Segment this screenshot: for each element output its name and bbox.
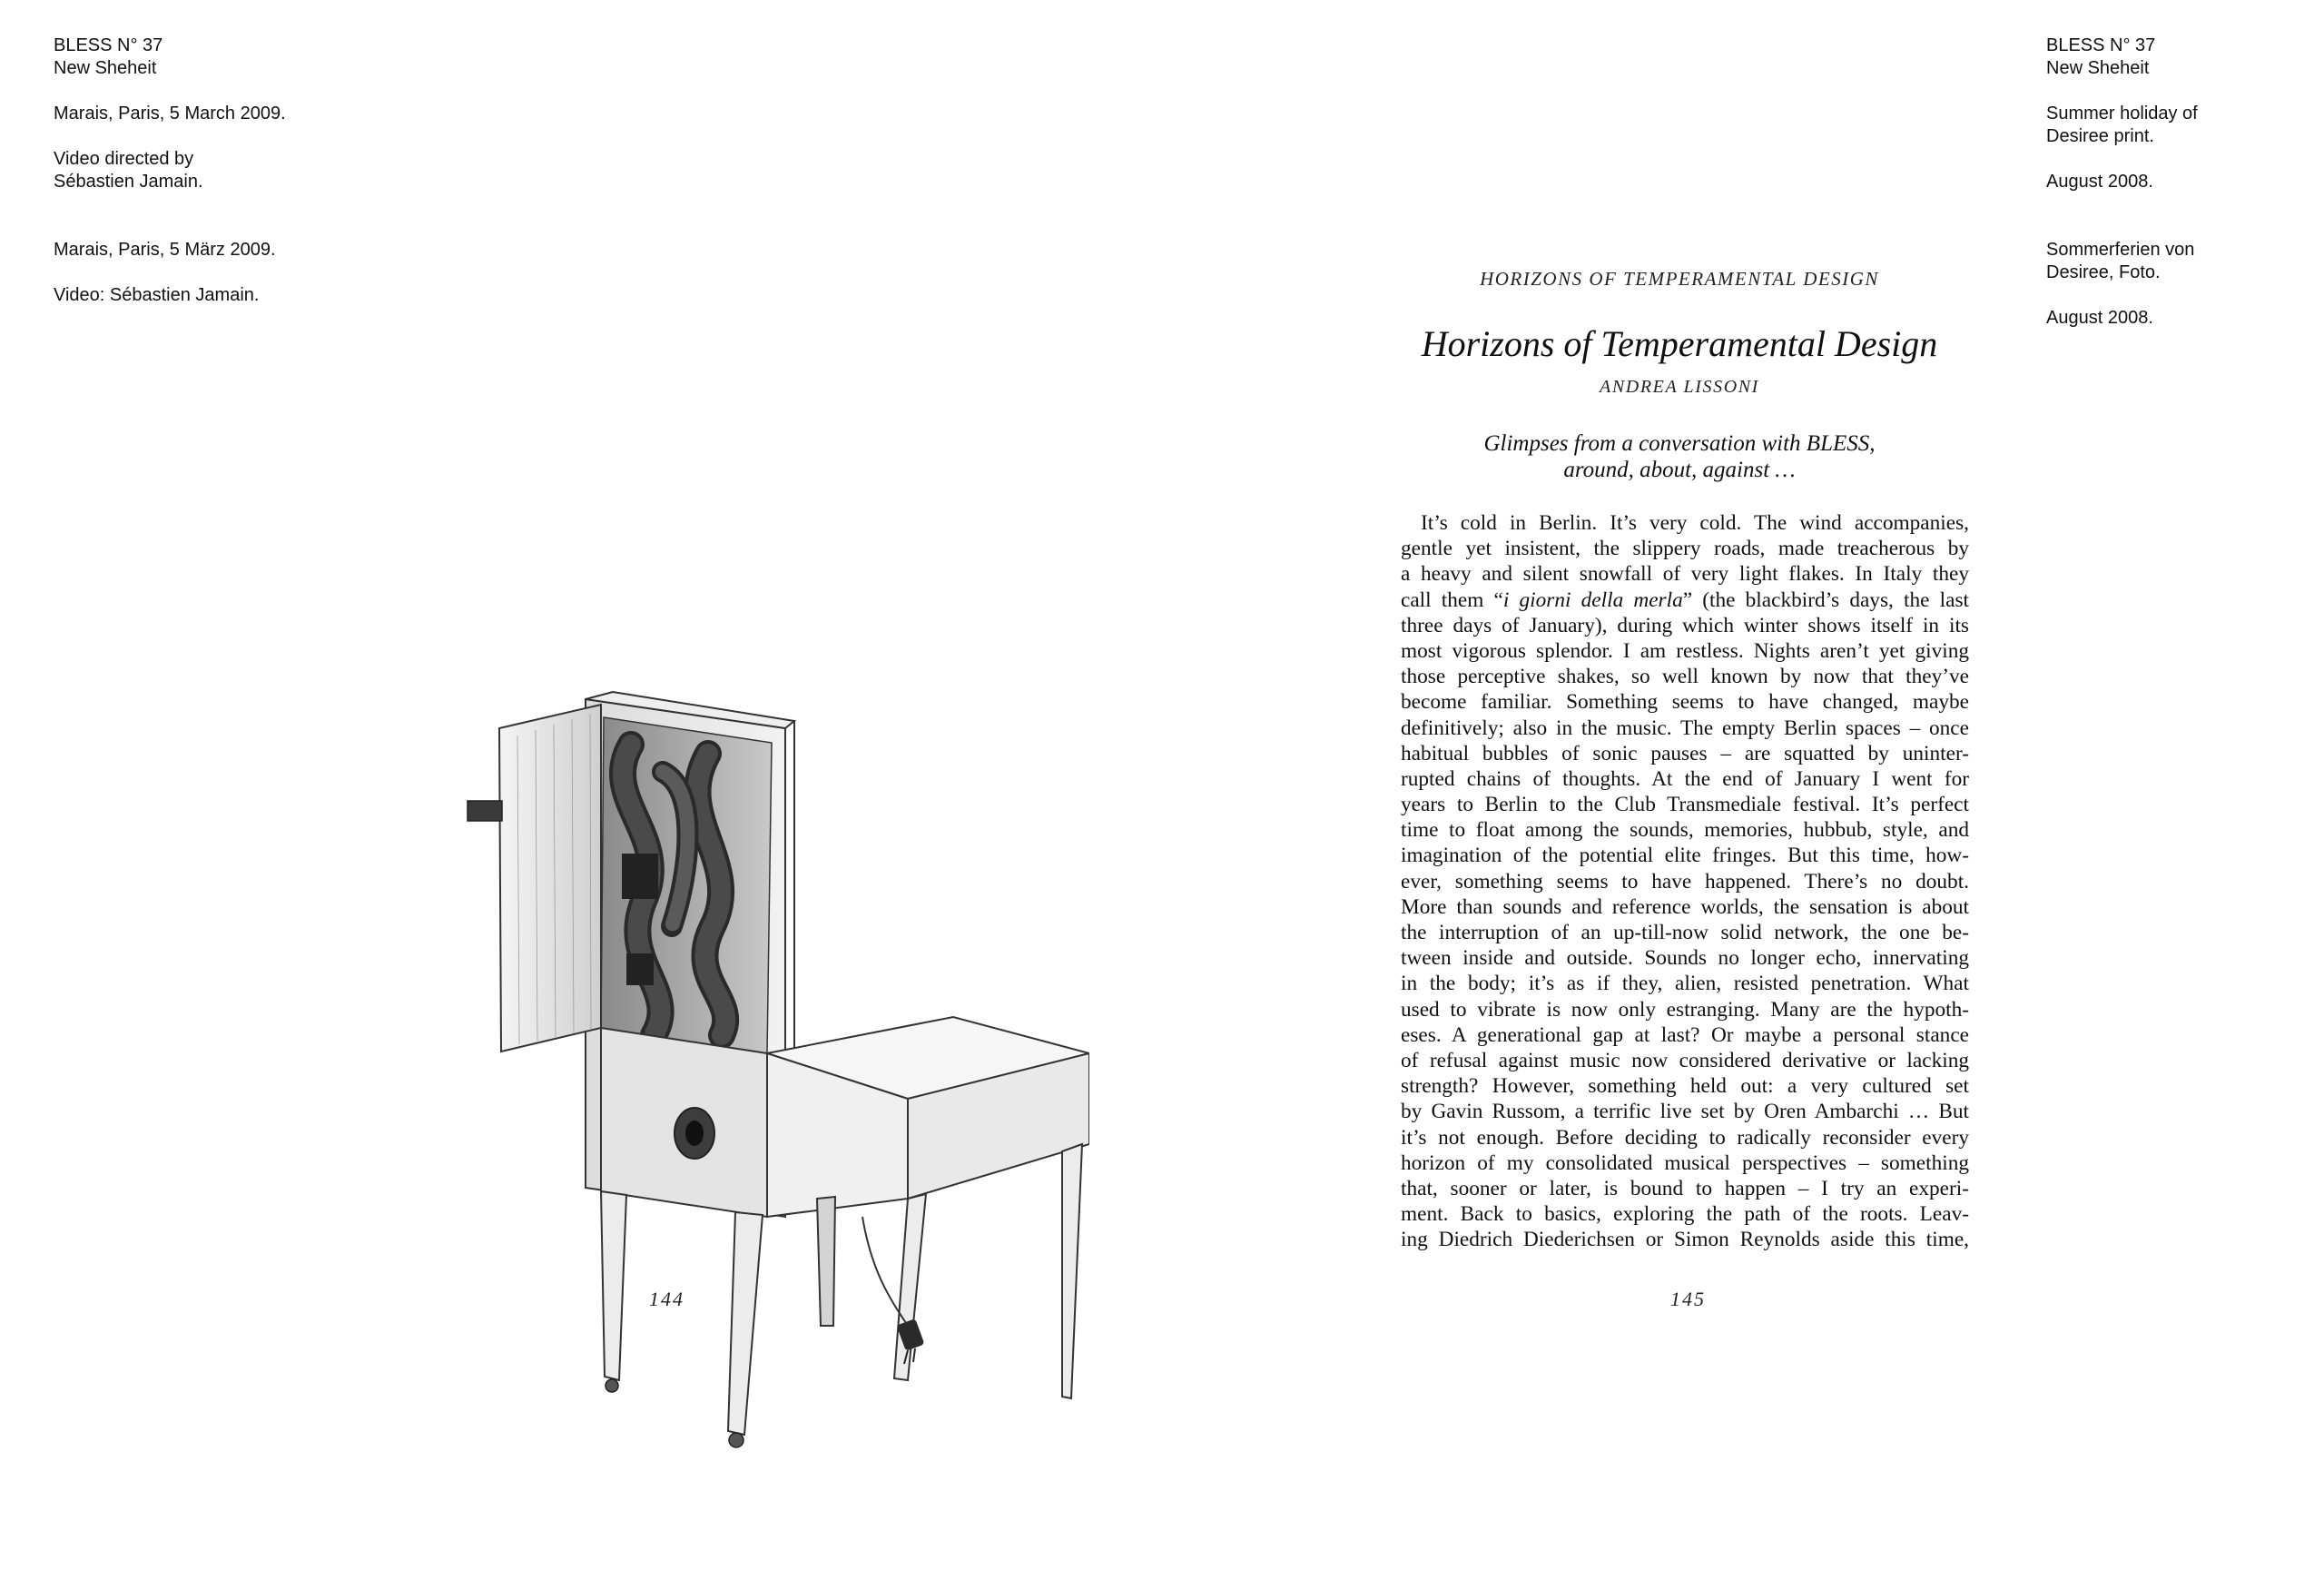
body-line: time to float among the sounds, memories, hubbub, style, and — [1401, 818, 1969, 843]
left-page-captions — [54, 35, 417, 307]
subtitle-line-2: around, about, against … — [1563, 458, 1796, 482]
right-photo-caption-en-2: Desiree print. — [2046, 126, 2154, 146]
body-line: strength? However, something held out: a very cultured set — [1401, 1074, 1969, 1099]
body-line: three days of January), during which winter shows itself in its — [1401, 613, 1969, 637]
left-issue-title: New Sheheit — [54, 58, 157, 78]
body-line: of refusal against music now considered derivative or lacking — [1401, 1048, 1969, 1072]
body-line: most vigorous splendor. I am restless. Nights aren’t yet giving — [1401, 638, 1969, 663]
left-video-credit-en-1: Video directed by — [54, 149, 194, 169]
right-page-captions — [2046, 35, 2300, 330]
body-line: a heavy and silent snowfall of very light flakes. In Italy they — [1401, 562, 1969, 587]
right-photo-caption-de-1: Sommerferien von — [2046, 240, 2195, 260]
body-line: in the body; it’s as if they, alien, resisted penetration. What — [1401, 972, 1969, 996]
body-line: It’s cold in Berlin. It’s very cold. The wind accompanies, — [1421, 511, 1969, 535]
right-issue-title: New Sheheit — [2046, 58, 2150, 78]
left-place-date-en: Marais, Paris, 5 March 2009. — [54, 104, 286, 123]
right-date-de: August 2008. — [2046, 308, 2153, 328]
body-line: years to Berlin to the Club Transmediale festival. It’s perfect — [1401, 793, 1969, 817]
left-video-credit-de: Video: Sébastien Jamain. — [54, 285, 260, 305]
chair-seat — [767, 1017, 1089, 1217]
article-subtitle — [1362, 430, 1997, 483]
page-number-right: 145 — [1670, 1288, 1706, 1310]
body-line: habitual bubbles of sonic pauses – are squatted by uninter- — [1401, 741, 1969, 765]
body-line: the interruption of an up-till-now solid network, the one be- — [1401, 921, 1969, 944]
hose-compartment — [601, 717, 772, 1053]
right-photo-caption-de-2: Desiree, Foto. — [2046, 262, 2161, 282]
article-title: Horizons of Temperamental Design — [1421, 323, 1938, 364]
door-handle — [468, 801, 502, 821]
left-place-date-de: Marais, Paris, 5 März 2009. — [54, 240, 276, 260]
cabinet-lower-panel — [601, 1028, 767, 1217]
cabinet-door — [468, 705, 601, 1052]
right-date-en: August 2008. — [2046, 172, 2153, 192]
article-author: ANDREA LISSONI — [1600, 377, 1759, 397]
body-line: that, sooner or later, is bound to happen – I try an experi- — [1401, 1176, 1969, 1200]
body-line: used to vibrate is now only estranging. Many are the hypoth- — [1401, 997, 1969, 1022]
right-issue-number: BLESS N° 37 — [2046, 35, 2156, 55]
body-line: ever, something seems to have happened. There’s no doubt. — [1401, 869, 1969, 894]
body-line: horizon of my consolidated musical perspectives – something — [1401, 1150, 1969, 1175]
body-line: it’s not enough. Before deciding to radically reconsider every — [1401, 1125, 1969, 1150]
body-line: More than sounds and reference worlds, the sensation is about — [1401, 894, 1969, 919]
italian-phrase: i giorni della merla — [1502, 588, 1683, 612]
body-line: rupted chains of thoughts. At the end of January I went for — [1401, 766, 1969, 791]
running-head: HORIZONS OF TEMPERAMENTAL DESIGN — [1480, 268, 1879, 290]
body-line: by Gavin Russom, a terrific live set by Oren Ambarchi … But — [1401, 1100, 1969, 1124]
right-photo-caption-en-1: Summer holiday of — [2046, 104, 2198, 123]
body-line: ing Diedrich Diederichsen or Simon Reynolds aside this time, — [1401, 1228, 1969, 1252]
body-line: imagination of the potential elite fringes. But this time, how- — [1401, 844, 1969, 868]
page-number-left: 144 — [649, 1288, 684, 1310]
left-issue-number: BLESS N° 37 — [54, 35, 163, 55]
body-line: eses. A generational gap at last? Or maybe a personal stance — [1401, 1022, 1969, 1047]
caster-wheels — [606, 1379, 743, 1447]
body-line: tween inside and outside. Sounds no longer echo, innervating — [1401, 946, 1969, 971]
article-body — [1401, 510, 1969, 1252]
body-line: those perceptive shakes, so well known by now that they’ve — [1401, 665, 1969, 689]
body-line: become familiar. Something seems to have changed, maybe — [1401, 690, 1969, 715]
left-video-credit-en-2: Sébastien Jamain. — [54, 172, 203, 192]
cabinet-chair-illustration — [436, 690, 1089, 1462]
body-line: call them “i giorni della merla” (the blackbird’s days, the last — [1401, 588, 1969, 612]
body-line: gentle yet insistent, the slippery roads, made treacherous by — [1401, 537, 1969, 561]
body-line: definitively; also in the music. The empty Berlin spaces – once — [1401, 716, 1969, 740]
body-line: ment. Back to basics, exploring the path of the roots. Leav- — [1401, 1202, 1969, 1227]
subtitle-line-1: Glimpses from a conversation with BLESS, — [1483, 431, 1876, 456]
